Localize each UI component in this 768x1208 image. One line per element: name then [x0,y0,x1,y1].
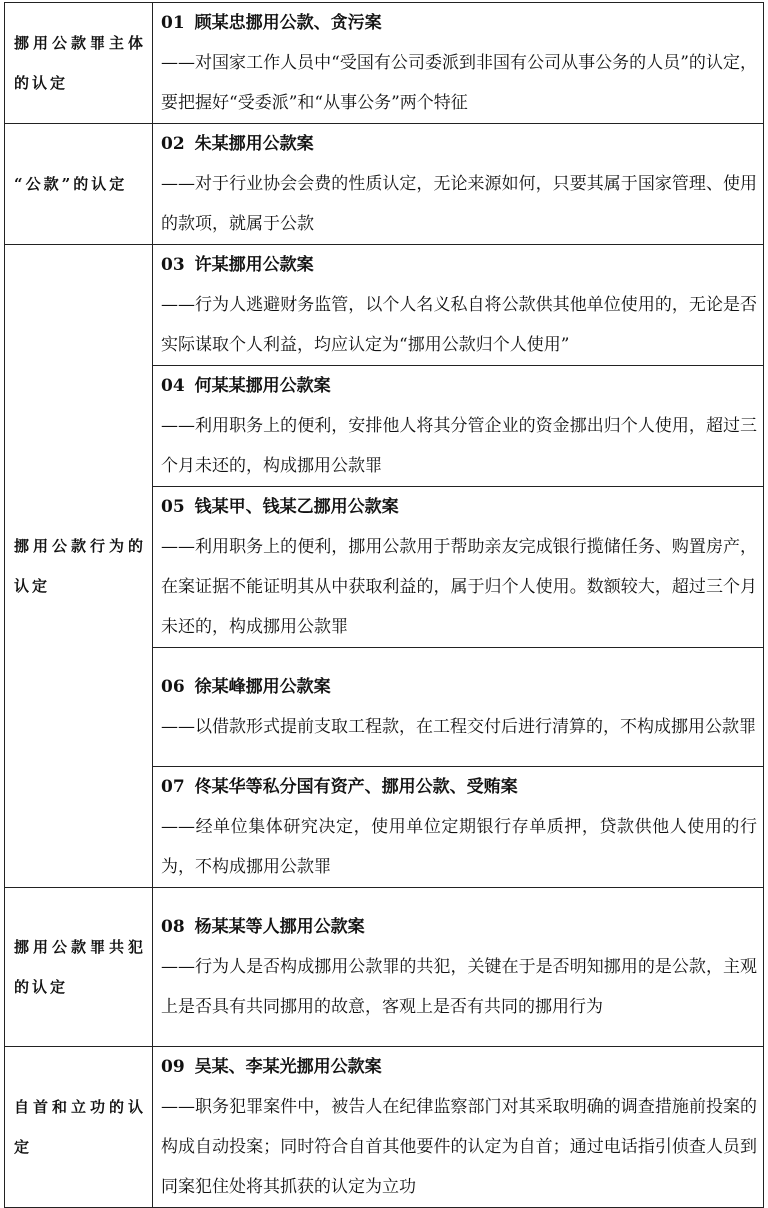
case-cell [153,245,764,366]
case-description: ——利用职务上的便利，挪用公款用于帮助亲友完成银行揽储任务、购置房产，在案证据不能证明其从中获取利益的，属于归个人使用。数额较大，超过三个月未还的，构成挪用公款罪 [161,537,757,637]
case-number: 05 [161,497,185,517]
table-row [5,245,764,366]
table-row [5,124,764,245]
case-name: 何某某挪用公款案 [194,376,331,396]
case-name: 钱某甲、钱某乙挪用公款案 [194,497,399,517]
case-title [161,907,757,947]
case-number: 03 [161,255,185,275]
case-number: 02 [161,134,185,154]
case-name: 徐某峰挪用公款案 [194,677,331,697]
category-label: 挪用公款罪主体的认定 [14,34,146,92]
category-label: 挪用公款罪共犯的认定 [14,938,146,996]
case-description: ——行为人逃避财务监管，以个人名义私自将公款供其他单位使用的，无论是否实际谋取个人利益，均应认定为“挪用公款归个人使用” [161,295,757,355]
case-number: 06 [161,677,185,697]
case-title [161,1047,757,1087]
case-cell [153,366,764,487]
category-label: 挪用公款行为的认定 [14,537,146,595]
case-number: 01 [161,13,185,33]
case-summary-table [4,2,764,1208]
case-number: 08 [161,917,185,937]
case-name: 佟某华等私分国有资产、挪用公款、受贿案 [194,777,518,797]
category-cell [5,888,153,1047]
case-name: 顾某忠挪用公款、贪污案 [194,13,382,33]
case-cell [153,1047,764,1208]
case-number: 04 [161,376,185,396]
case-cell [153,888,764,1047]
table-row [5,1047,764,1208]
case-title [161,3,757,43]
case-description: ——利用职务上的便利，安排他人将其分管企业的资金挪出归个人使用，超过三个月未还的，构成挪用公款罪 [161,416,757,476]
case-name: 许某挪用公款案 [194,255,314,275]
case-title [161,667,757,707]
case-description: ——经单位集体研究决定，使用单位定期银行存单质押，贷款供他人使用的行为，不构成挪用公款罪 [161,817,757,877]
case-cell [153,648,764,767]
case-description: ——对国家工作人员中“受国有公司委派到非国有公司从事公务的人员”的认定，要把握好“受委派”和“从事公务”两个特征 [161,53,757,113]
case-title [161,124,757,164]
case-cell [153,3,764,124]
category-cell [5,3,153,124]
case-description: ——职务犯罪案件中，被告人在纪律监察部门对其采取明确的调查措施前投案的构成自动投案；同时符合自首其他要件的认定为自首；通过电话指引侦查人员到同案犯住处将其抓获的认定为立功 [161,1097,757,1197]
case-cell [153,767,764,888]
case-name: 朱某挪用公款案 [194,134,314,154]
case-number: 09 [161,1057,185,1077]
category-cell [5,124,153,245]
case-name: 杨某某等人挪用公款案 [194,917,365,937]
case-title [161,245,757,285]
case-cell [153,487,764,648]
case-title [161,767,757,807]
case-name: 吴某、李某光挪用公款案 [194,1057,382,1077]
case-number: 07 [161,777,185,797]
table-row [5,888,764,1047]
category-label: 自首和立功的认定 [14,1098,146,1156]
category-cell [5,1047,153,1208]
table-row [5,3,764,124]
case-description: ——对于行业协会会费的性质认定，无论来源如何，只要其属于国家管理、使用的款项，就属于公款 [161,174,757,234]
case-cell [153,124,764,245]
case-description: ——行为人是否构成挪用公款罪的共犯，关键在于是否明知挪用的是公款，主观上是否具有共同挪用的故意，客观上是否有共同的挪用行为 [161,957,757,1017]
case-description: ——以借款形式提前支取工程款，在工程交付后进行清算的，不构成挪用公款罪 [161,717,756,737]
case-title [161,366,757,406]
case-title [161,487,757,527]
category-label: “公款”的认定 [14,175,128,193]
category-cell [5,245,153,888]
